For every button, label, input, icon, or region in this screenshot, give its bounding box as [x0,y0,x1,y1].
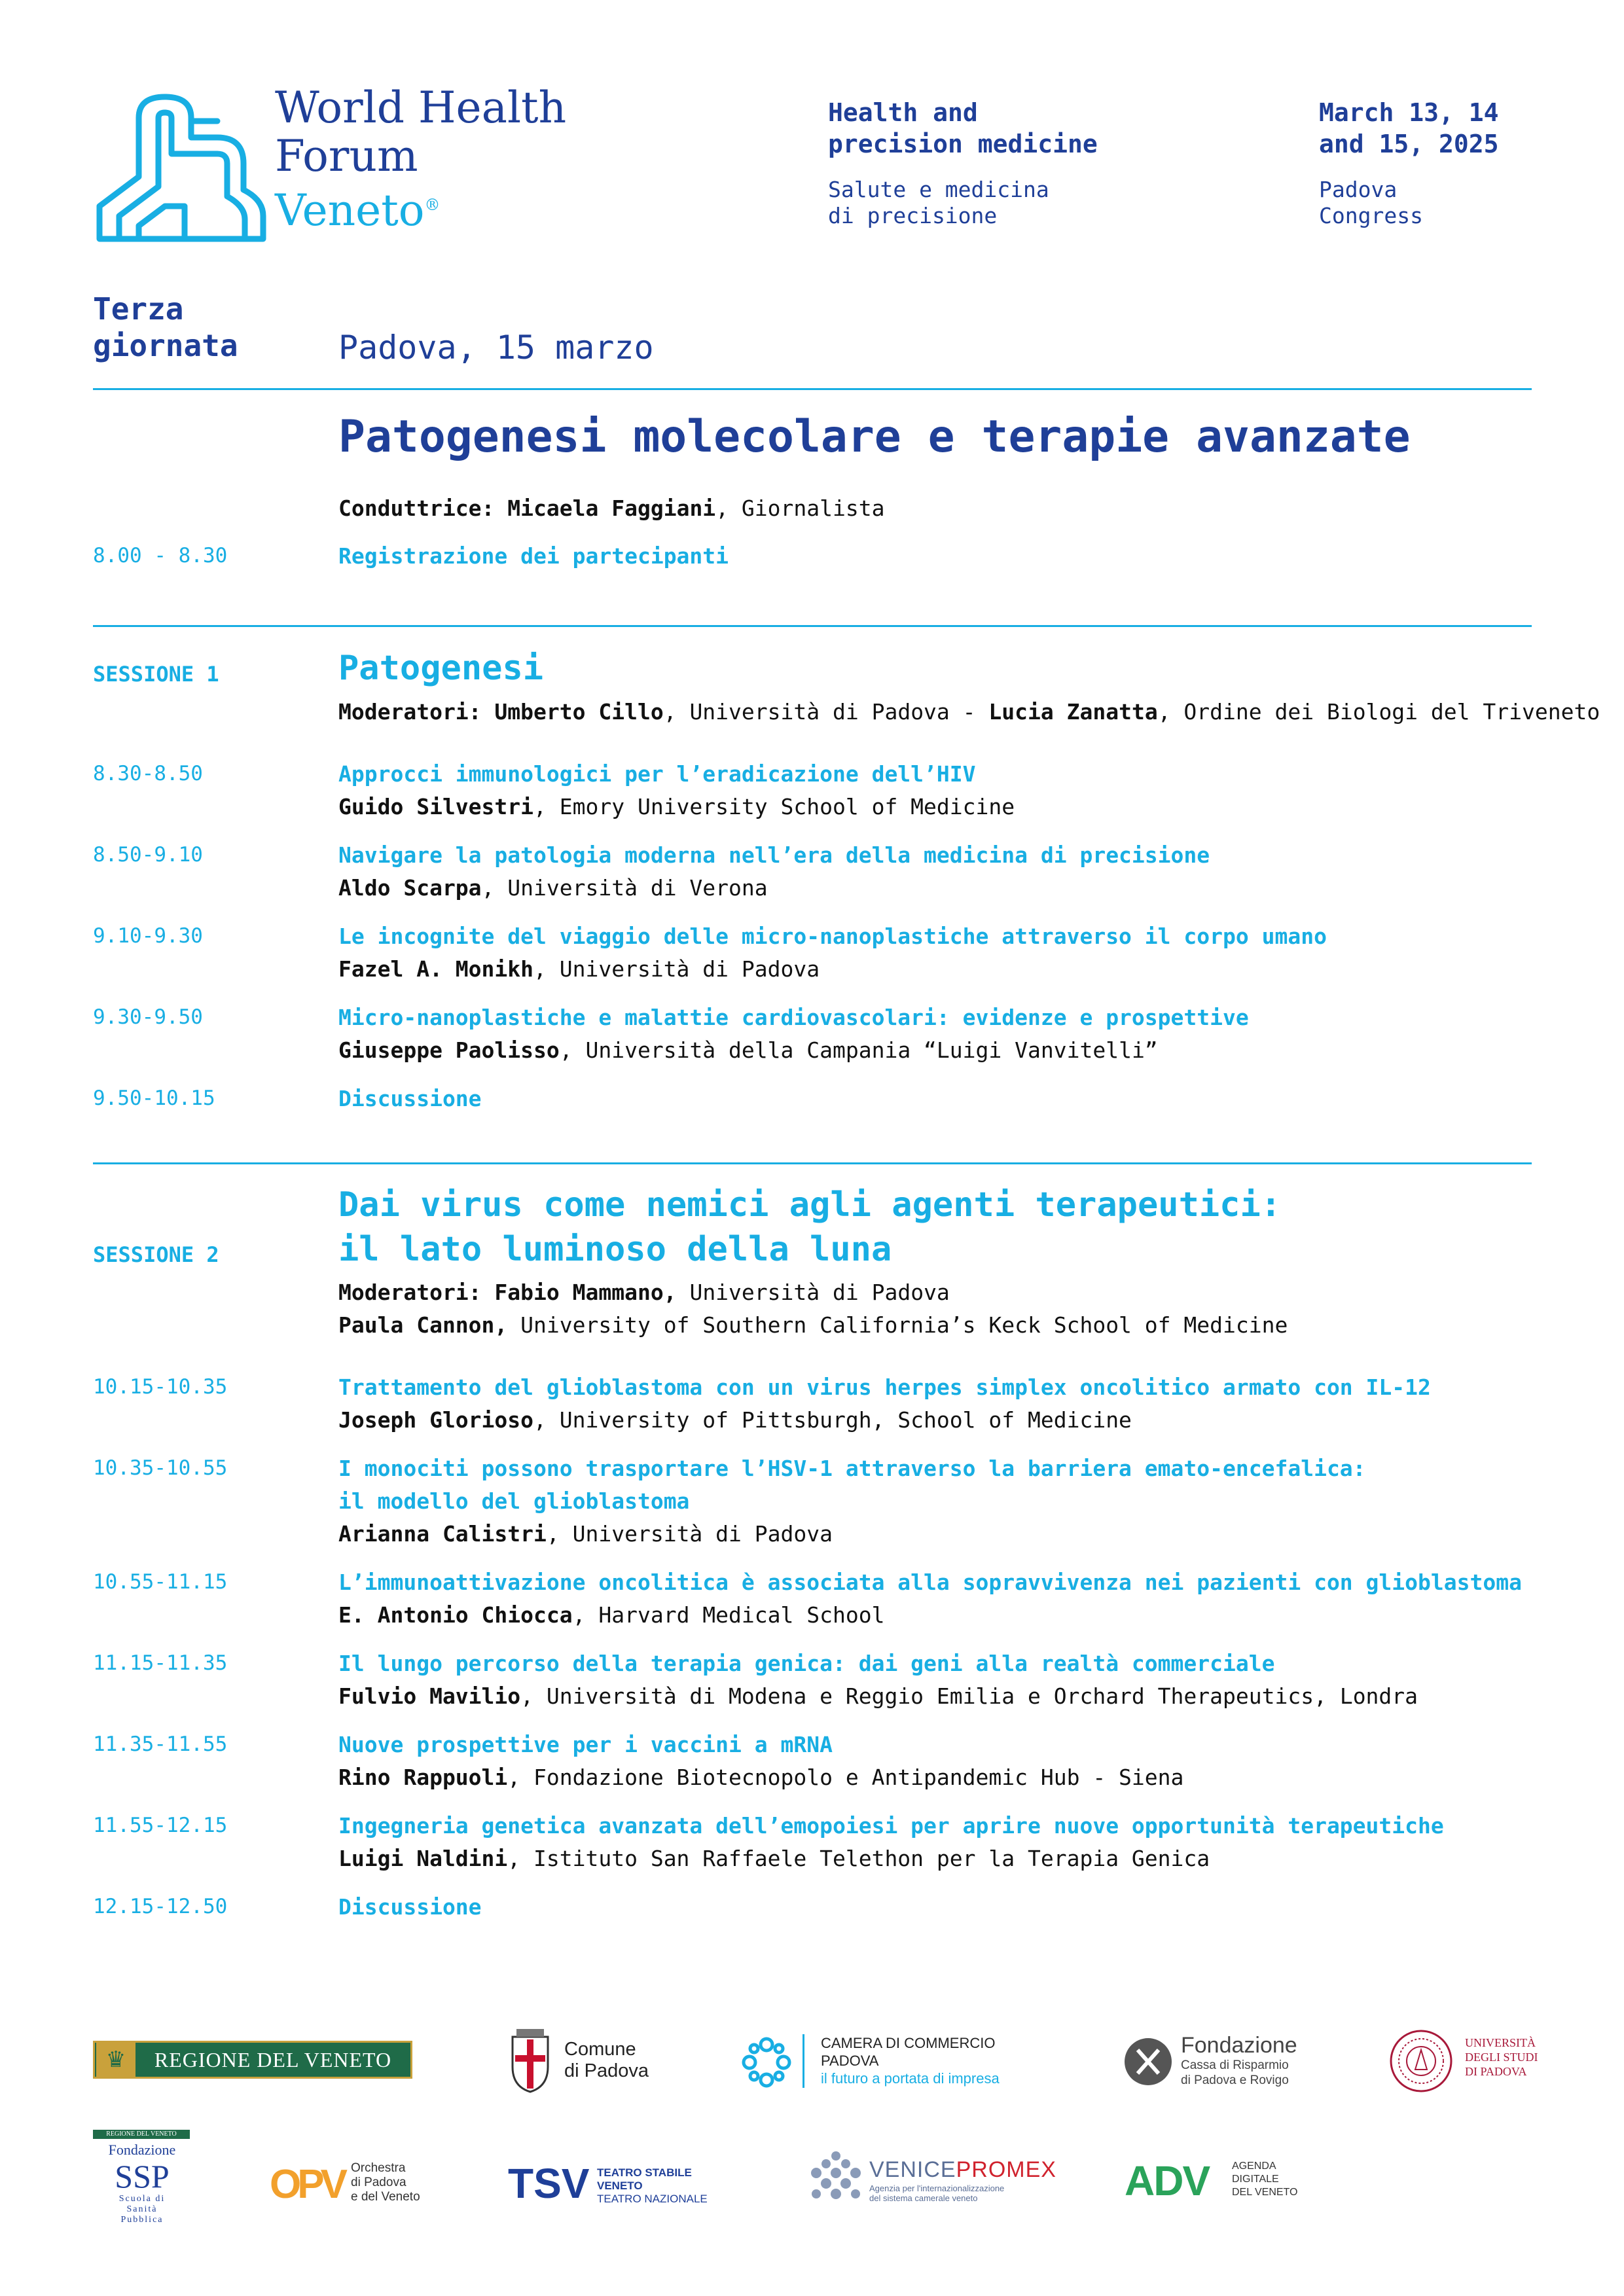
theme-en-1: Health and [828,98,978,127]
unipd-line-3: DI PADOVA [1465,2065,1527,2078]
wvf-logo-text [275,84,566,235]
host-name: Micaela Faggiani [507,495,716,521]
mod-name: Lucia Zanatta [988,699,1158,725]
page-title: Patogenesi molecolare e terapie avanzate [338,411,1411,463]
comune-padova-logo [509,2028,552,2096]
talk-speaker-line [338,956,820,982]
talk-title: Approcci immunologici per l’eradicazione dell’HIV [338,761,976,787]
adv-line-2: DIGITALE [1232,2174,1279,2185]
talk-affiliation: , Università di Padova [533,956,820,982]
registration-time: 8.00 - 8.30 [93,544,228,567]
comune-crest-icon [509,2028,552,2093]
tsv-line-3: TEATRO NAZIONALE [597,2193,708,2205]
talk-speaker: Fulvio Mavilio [338,1683,521,1709]
talk-affiliation: , University of Pittsburgh, School of Medicine [533,1407,1132,1433]
mod-affil: University of Southern California’s Keck School of Medicine [507,1312,1288,1338]
opv-text [351,2161,420,2204]
logo-line-1: World Health [275,82,567,133]
talk-affiliation: , Emory University School of Medicine [533,794,1015,819]
discussion-title: Discussione [338,1086,482,1111]
camera-line-3: il futuro a portata di impresa [821,2070,1000,2087]
talk-time: 11.15-11.35 [93,1651,228,1675]
talk-affiliation: , Università di Verona [481,875,768,901]
comune-line-1: Comune [564,2039,636,2060]
talk-speaker: Fazel A. Monikh [338,956,534,982]
talk-time: 10.55-11.15 [93,1570,228,1594]
day-label [93,291,238,364]
talk-affiliation: , Università della Campania “Luigi Vanvitelli” [559,1037,1158,1063]
talk-title: Il lungo percorso della terapia genica: dai geni alla realtà commerciale [338,1651,1275,1676]
talk-speaker-line [338,1407,1132,1433]
talk-time: 8.30-8.50 [93,762,203,785]
mod-name: Fabio Mammano, [494,1280,677,1305]
divider [93,1162,1532,1164]
theme-it [828,177,1049,229]
fondazione-line-2: Cassa di Risparmio [1181,2058,1289,2072]
fondazione-text [1181,2033,1297,2088]
wvf-logo-icon [93,92,270,242]
ssp-line-5: Pubblica [120,2215,164,2225]
discussion-time: 12.15-12.50 [93,1895,228,1918]
session-1-moderators [338,699,1600,725]
talk-title: Navigare la patologia moderna nell’era della medicina di precisione [338,842,1210,868]
talk-speaker-line [338,1037,1158,1063]
host-line [338,495,884,521]
talk-title: Nuove prospettive per i vaccini a mRNA [338,1732,833,1757]
talk-speaker-line [338,1683,1418,1709]
comune-line-2: di Padova [564,2060,649,2081]
talk-time: 8.50-9.10 [93,843,203,867]
tsv-text [597,2166,708,2206]
host-rest: , Giornalista [715,495,885,521]
talk-affiliation: , Istituto San Raffaele Telethon per la Terapia Genica [507,1846,1210,1871]
talk-speaker-line [338,875,768,901]
talk-title: Le incognite del viaggio delle micro-nanoplastiche attraverso il corpo umano [338,924,1327,949]
lion-icon: ♛ [96,2043,135,2077]
talk-title: L’immunoattivazione oncolitica è associata alla sopravvivenza nei pazienti con glioblastoma [338,1570,1522,1595]
tsv-mark: TSV [508,2160,590,2207]
ssp-line-2: SSP [115,2158,170,2195]
session-2-moderator-2 [338,1312,1288,1338]
vp-line-4: del sistema camerale veneto [869,2193,978,2203]
tsv-line-2: VENETO [597,2179,643,2192]
talk-title-2: il modello del glioblastoma [338,1488,690,1514]
mod-name: Umberto Cillo [494,699,664,725]
talk-speaker: Guido Silvestri [338,794,534,819]
event-place [1319,177,1423,229]
place-1: Padova [1319,177,1398,202]
camera-divider [803,2034,804,2088]
day-place: Padova, 15 marzo [338,329,654,367]
unipd-seal-icon [1389,2029,1453,2093]
fondazione-cariparo-icon [1123,2037,1173,2087]
fondazione-line-3: di Padova e Rovigo [1181,2073,1289,2087]
adv-line-3: DEL VENETO [1232,2187,1298,2198]
talk-affiliation: , Fondazione Biotecnopolo e Antipandemic Hub - Siena [507,1765,1184,1790]
adv-text [1232,2160,1297,2199]
venicepromex-mark [869,2157,1056,2182]
logo-line-3 [275,181,566,235]
ssp-logo [93,2142,191,2225]
talk-time: 11.55-12.15 [93,1814,228,1837]
host-role: Conduttrice: [338,495,495,521]
talk-time: 11.35-11.55 [93,1732,228,1756]
talk-affiliation: , Harvard Medical School [572,1602,885,1628]
ssp-regione-strip: REGIONE DEL VENETO [93,2130,190,2139]
camera-line-1: CAMERA DI COMMERCIO [821,2035,996,2051]
date-2: and 15, 2025 [1319,130,1499,158]
session-2-title-2: il lato luminoso della luna [338,1230,892,1269]
opv-letters: OPV [270,2162,344,2207]
talk-speaker-line [338,1521,833,1547]
discussion-time: 9.50-10.15 [93,1086,215,1110]
vp-line-3: Agenzia per l'internazionalizzazione [869,2183,1005,2193]
ssp-line-1: Fondazione [108,2142,176,2158]
tsv-line-1: TEATRO STABILE [597,2166,692,2179]
theme-en-2: precision medicine [828,130,1098,158]
mod-role: Moderatori: [338,699,482,725]
adv-letters: ADV [1125,2157,1210,2204]
registration-title: Registrazione dei partecipanti [338,543,729,569]
opv-line-3: e del Veneto [351,2190,420,2204]
talk-speaker: Joseph Glorioso [338,1407,534,1433]
unipd-text [1465,2036,1538,2079]
vp-part-1: VENICE [869,2157,956,2182]
talk-speaker: Aldo Scarpa [338,875,482,901]
talk-time: 10.15-10.35 [93,1375,228,1399]
day-label-1: Terza [93,291,184,327]
opv-mark [270,2163,344,2206]
talk-title-1: I monociti possono trasportare l’HSV-1 attraverso la barriera emato-encefalica: [338,1456,1366,1481]
theme-it-1: Salute e medicina [828,177,1049,202]
fondazione-line-1: Fondazione [1181,2033,1297,2058]
divider [93,625,1532,627]
regione-veneto-logo [93,2041,412,2079]
session-1-title: Patogenesi [338,649,544,688]
talk-speaker-line [338,794,1015,819]
vp-part-2: PROMEX [956,2157,1056,2182]
mod-affil: Università di Padova [676,1280,950,1305]
opv-line-2: di Padova [351,2176,406,2189]
talk-affiliation: , Università di Padova [546,1521,833,1547]
discussion-title: Discussione [338,1894,482,1920]
regione-text: REGIONE DEL VENETO [154,2047,392,2072]
unipd-line-1: UNIVERSITÀ [1465,2036,1536,2049]
camera-line-2: PADOVA [821,2053,879,2069]
event-date [1319,97,1499,160]
ssp-line-3: Scuola di [118,2194,166,2204]
adv-line-1: AGENDA [1232,2161,1276,2172]
theme-it-2: di precisione [828,203,998,228]
theme-en [828,97,1098,160]
talk-title: Micro-nanoplastiche e malattie cardiovascolari: evidenze e prospettive [338,1005,1249,1030]
camera-text [821,2034,1000,2087]
day-label-2: giornata [93,328,238,363]
talk-affiliation: , Università di Modena e Reggio Emilia e Orchard Therapeutics, Londra [520,1683,1418,1709]
talk-title: Trattamento del glioblastoma con un virus herpes simplex oncolitico armato con IL-12 [338,1374,1431,1400]
session-2-moderator-1 [338,1280,950,1305]
venicepromex-icon [806,2149,865,2206]
logo-line-2: Forum [275,131,418,181]
logo-veneto: Veneto [275,185,425,236]
talk-speaker-line [338,1765,1183,1790]
mod-name: Paula Cannon, [338,1312,508,1338]
talk-speaker-line [338,1602,884,1628]
session-2-title-1: Dai virus come nemici agli agenti terapeutici: [338,1185,1282,1225]
date-1: March 13, 14 [1319,98,1499,127]
mod-affil: , Ordine dei Biologi del Triveneto [1157,699,1600,725]
registered-mark: ® [424,196,441,214]
mod-affil: , Università di Padova - [663,699,989,725]
mod-role: Moderatori: [338,1280,482,1305]
talk-title: Ingegneria genetica avanzata dell’emopoiesi per aprire nuove opportunità terapeutiche [338,1813,1444,1839]
talk-speaker: Luigi Naldini [338,1846,508,1871]
unipd-line-2: DEGLI STUDI [1465,2051,1538,2064]
talk-time: 10.35-10.55 [93,1456,228,1480]
adv-mark [1125,2159,1209,2203]
divider [93,388,1532,390]
ssp-line-4: Sanità [126,2204,158,2214]
session-2-label: SESSIONE 2 [93,1242,219,1267]
place-2: Congress [1319,203,1423,228]
talk-time: 9.10-9.30 [93,924,203,948]
talk-speaker: Giuseppe Paolisso [338,1037,560,1063]
venicepromex-text [869,2183,1004,2203]
camera-commercio-icon [740,2036,793,2089]
opv-line-1: Orchestra [351,2161,406,2175]
talk-speaker: Arianna Calistri [338,1521,547,1547]
talk-time: 9.30-9.50 [93,1005,203,1029]
talk-speaker: E. Antonio Chiocca [338,1602,573,1628]
talk-speaker-line [338,1846,1210,1871]
comune-text [564,2039,649,2082]
session-1-label: SESSIONE 1 [93,662,219,687]
talk-speaker: Rino Rappuoli [338,1765,508,1790]
